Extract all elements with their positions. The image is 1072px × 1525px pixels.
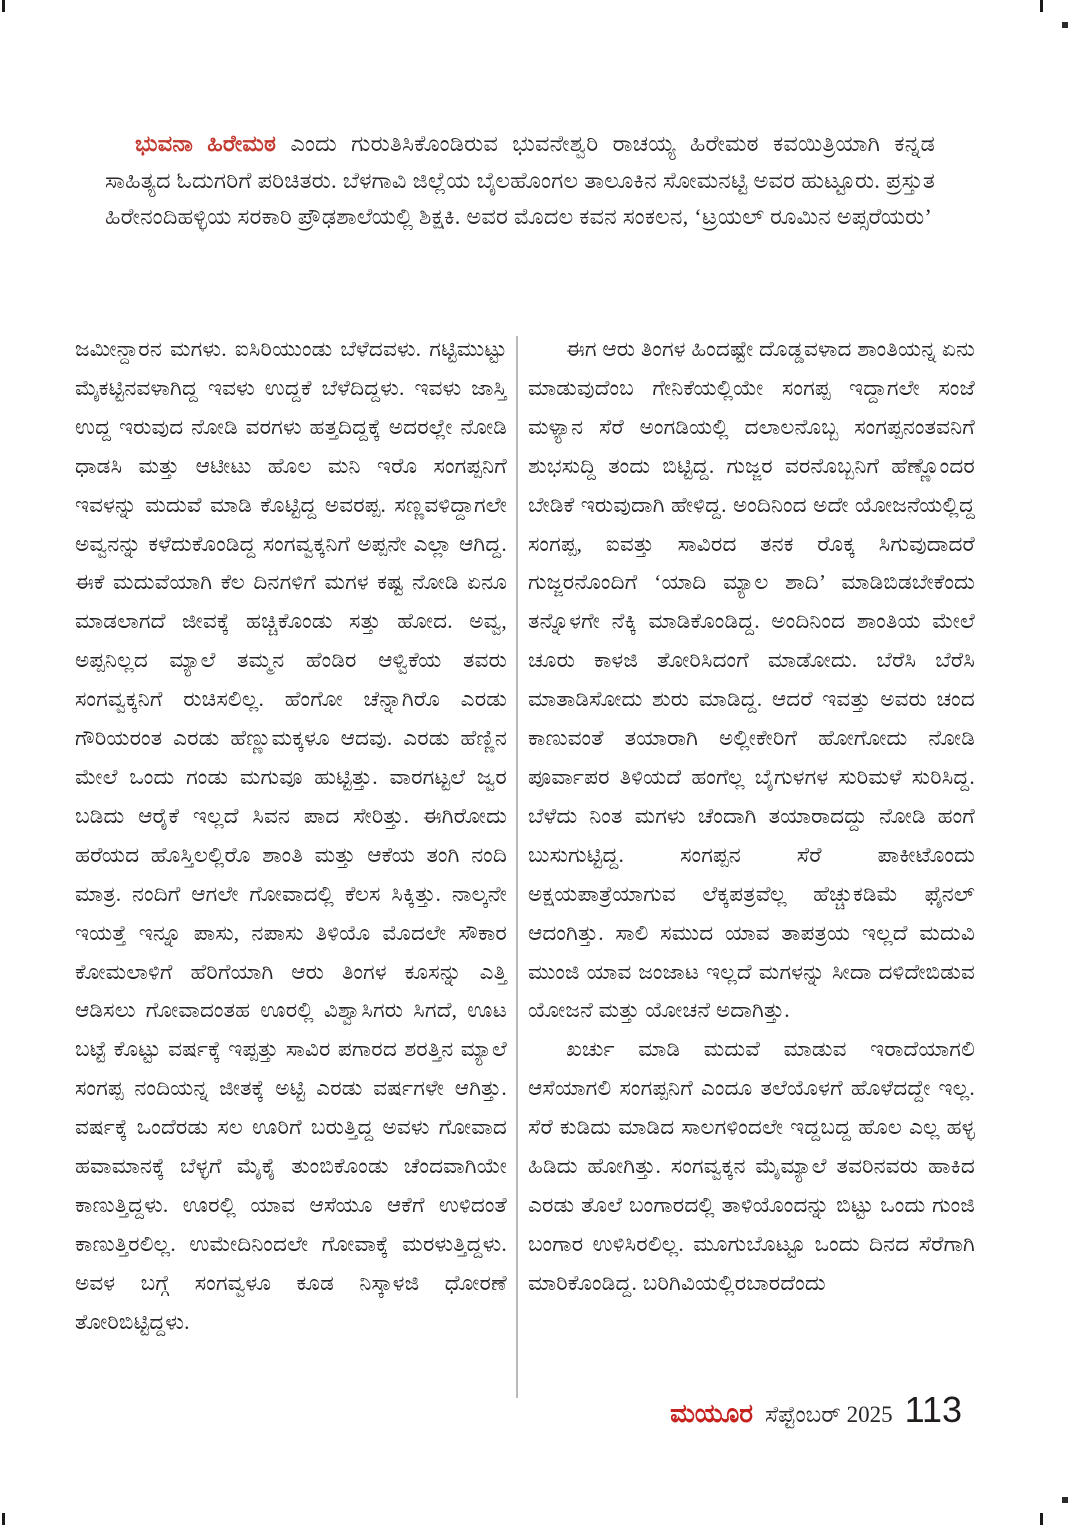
magazine-title: ಮಯೂರ bbox=[670, 1399, 753, 1428]
author-intro-text: ಎಂದು ಗುರುತಿಸಿಕೊಂಡಿರುವ ಭುವನೇಶ್ವರಿ ರಾಚಯ್ಯ ಹಿರೇಮಠ ಕವಯಿತ್ರಿಯಾಗಿ ಕನ್ನಡ ಸಾಹಿತ್ಯದ ಓದುಗರಿಗೆ ಪರಿಚಿತರು. ಬೆಳಗಾವಿ ಜಿಲ್ಲೆಯ ಬೈಲಹೊಂಗಲ ತಾಲೂಕಿನ ಸೋಮನಟ್ಟಿ ಅವರ ಹುಟ್ಟೂರು. ಪ್ರಸ್ತುತ ಹಿರೇನಂದಿಹಳ್ಳಿಯ ಸರಕಾರಿ ಪ್ರೌಢಶಾಲೆಯಲ್ಲಿ ಶಿಕ್ಷಕಿ. ಅವರ ಮೊದಲ ಕವನ ಸಂಕಲನ, ‘ಟ್ರಯಲ್ ರೂಮಿನ ಅಪ್ಸರೆಯರು’ bbox=[105, 131, 936, 229]
crop-mark-bottom-left bbox=[2, 1513, 5, 1525]
left-column bbox=[75, 330, 507, 1342]
crop-mark-top-right bbox=[1040, 0, 1043, 12]
column-divider bbox=[516, 336, 518, 1398]
crop-mark-bottom-right bbox=[1040, 1513, 1043, 1525]
body-paragraph: ಖರ್ಚು ಮಾಡಿ ಮದುವೆ ಮಾಡುವ ಇರಾದೆಯಾಗಲಿ ಆಸೆಯಾಗಲಿ ಸಂಗಪ್ಪನಿಗೆ ಎಂದೂ ತಲೆಯೊಳಗೆ ಹೊಳೆದದ್ದೇ ಇಲ್ಲ. ಸೆರೆ ಕುಡಿದು ಮಾಡಿದ ಸಾಲಗಳಿಂದಲೇ ಇದ್ದಬದ್ದ ಹೊಲ ಎಲ್ಲ ಹಳ್ಳ ಹಿಡಿದು ಹೋಗಿತ್ತು. ಸಂಗವ್ವಕ್ಕನ ಮೈಮ್ಯಾಲೆ ತವರಿನವರು ಹಾಕಿದ ಎರಡು ತೊಲೆ ಬಂಗಾರದಲ್ಲಿ ತಾಳಿಯೊಂದನ್ನು ಬಿಟ್ಟು ಒಂದು ಗುಂಜಿ ಬಂಗಾರ ಉಳಿಸಿರಲಿಲ್ಲ. ಮೂಗುಬೊಟ್ಟೂ ಒಂದು ದಿನದ ಸೆರೆಗಾಗಿ ಮಾರಿಕೊಂಡಿದ್ದ. ಬರಿಗಿವಿಯಲ್ಲಿರಬಾರದೆಂದು bbox=[528, 1037, 975, 1295]
page-number: 113 bbox=[904, 1389, 962, 1430]
registration-mark-top bbox=[1062, 22, 1068, 28]
crop-mark-top-left bbox=[2, 0, 5, 12]
author-name-highlight: ಭುವನಾ ಹಿರೇಮಠ bbox=[135, 131, 277, 156]
issue-date: ಸೆಪ್ಟೆಂಬರ್ 2025 bbox=[765, 1402, 893, 1427]
body-paragraph: ಜಮೀನ್ದಾರನ ಮಗಳು. ಐಸಿರಿಯುಂಡು ಬೆಳೆದವಳು. ಗಟ್ಟಿಮುಟ್ಟು ಮೈಕಟ್ಟಿನವಳಾಗಿದ್ದ ಇವಳು ಉದ್ದಕೆ ಬೆಳೆದಿದ್ದಳು. ಇವಳು ಜಾಸ್ತಿ ಉದ್ದ ಇರುವುದ ನೋಡಿ ವರಗಳು ಹತ್ತದಿದ್ದಕ್ಕೆ ಅದರಲ್ಲೇ ನೋಡಿ ಧಾಡಸಿ ಮತ್ತು ಆಟೀಟು ಹೊಲ ಮನಿ ಇರೊ ಸಂಗಪ್ಪನಿಗೆ ಇವಳನ್ನು ಮದುವೆ ಮಾಡಿ ಕೊಟ್ಟಿದ್ದ ಅವರಪ್ಪ. ಸಣ್ಣವಳಿದ್ದಾಗಲೇ ಅವ್ವನನ್ನು ಕಳೆದುಕೊಂಡಿದ್ದ ಸಂಗವ್ವಕ್ಕನಿಗೆ ಅಪ್ಪನೇ ಎಲ್ಲಾ ಆಗಿದ್ದ. ಈಕೆ ಮದುವೆಯಾಗಿ ಕೆಲ ದಿನಗಳಿಗೆ ಮಗಳ ಕಷ್ಟ ನೋಡಿ ಏನೂ ಮಾಡಲಾಗದೆ ಜೀವಕ್ಕೆ ಹಚ್ಚಿಕೊಂಡು ಸತ್ತು ಹೋದ. ಅವ್ವ, ಅಪ್ಪನಿಲ್ಲದ ಮ್ಯಾಲೆ ತಮ್ಮನ ಹೆಂಡಿರ ಆಳ್ವಿಕೆಯ ತವರು ಸಂಗವ್ವಕ್ಕನಿಗೆ ರುಚಿಸಲಿಲ್ಲ. ಹೆಂಗೋ ಚೆನ್ನಾಗಿರೊ ಎರಡು ಗೌರಿಯರಂತ ಎರಡು ಹೆಣ್ಣುಮಕ್ಕಳೂ ಆದವು. ಎರಡು ಹೆಣ್ಣಿನ ಮೇಲೆ ಒಂದು ಗಂಡು ಮಗುವೂ ಹುಟ್ಟಿತ್ತು. ವಾರಗಟ್ಟಲೆ ಜ್ವರ ಬಡಿದು ಆರೈಕೆ ಇಲ್ಲದೆ ಸಿವನ ಪಾದ ಸೇರಿತ್ತು. ಈಗಿರೋದು ಹರೆಯದ ಹೊಸ್ತಿಲಲ್ಲಿರೊ ಶಾಂತಿ ಮತ್ತು ಆಕೆಯ ತಂಗಿ ನಂದಿ ಮಾತ್ರ. ನಂದಿಗೆ ಆಗಲೇ ಗೋವಾದಲ್ಲಿ ಕೆಲಸ ಸಿಕ್ಕಿತ್ತು. ನಾಲ್ಕನೇ ಇಯತ್ತೆ ಇನ್ನೂ ಪಾಸು, ನಪಾಸು ತಿಳಿಯೊ ಮೊದಲೇ ಸೌಕಾರ ಕೋಮಲಾಳಿಗೆ ಹೆರಿಗೆಯಾಗಿ ಆರು ತಿಂಗಳ ಕೂಸನ್ನು ಎತ್ತಿ ಆಡಿಸಲು ಗೋವಾದಂತಹ ಊರಲ್ಲಿ ವಿಶ್ವಾಸಿಗರು ಸಿಗದೆ, ಊಟ ಬಟ್ಟೆ ಕೊಟ್ಟು ವರ್ಷಕ್ಕೆ ಇಪ್ಪತ್ತು ಸಾವಿರ ಪಗಾರದ ಶರತ್ತಿನ ಮ್ಯಾಲೆ ಸಂಗಪ್ಪ ನಂದಿಯನ್ನ ಜೀತಕ್ಕೆ ಅಟ್ಟಿ ಎರಡು ವರ್ಷಗಳೇ ಆಗಿತ್ತು. ವರ್ಷಕ್ಕೆ ಒಂದೆರಡು ಸಲ ಊರಿಗೆ ಬರುತ್ತಿದ್ದ ಅವಳು ಗೋವಾದ ಹವಾಮಾನಕ್ಕೆ ಬೆಳ್ಳಗೆ ಮೈಕೈ ತುಂಬಿಕೊಂಡು ಚೆಂದವಾಗಿಯೇ ಕಾಣುತ್ತಿದ್ದಳು. ಊರಲ್ಲಿ ಯಾವ ಆಸೆಯೂ ಆಕೆಗೆ ಉಳಿದಂತೆ ಕಾಣುತ್ತಿರಲಿಲ್ಲ. ಉಮೇದಿನಿಂದಲೇ ಗೋವಾಕ್ಕೆ ಮರಳುತ್ತಿದ್ದಳು. ಅವಳ ಬಗ್ಗೆ ಸಂಗವ್ವಳೂ ಕೂಡ ನಿಸ್ಕಾಳಜಿ ಧೋರಣೆ ತೋರಿಬಿಟ್ಟಿದ್ದಳು. bbox=[75, 337, 507, 1334]
body-paragraph: ಈಗ ಆರು ತಿಂಗಳ ಹಿಂದಷ್ಟೇ ದೊಡ್ಡವಳಾದ ಶಾಂತಿಯನ್ನ ಏನು ಮಾಡುವುದೆಂಬ ಗೇನಿಕೆಯಲ್ಲಿಯೇ ಸಂಗಪ್ಪ ಇದ್ದಾಗಲೇ ಸಂಜೆ ಮಳ್ಯಾನ ಸೆರೆ ಅಂಗಡಿಯಲ್ಲಿ ದಲಾಲನೊಬ್ಬ ಸಂಗಪ್ಪನಂತವನಿಗೆ ಶುಭಸುದ್ದಿ ತಂದು ಬಿಟ್ಟಿದ್ದ. ಗುಜ್ಜರ ವರನೊಬ್ಬನಿಗೆ ಹೆಣ್ಣೊಂದರ ಬೇಡಿಕೆ ಇರುವುದಾಗಿ ಹೇಳಿದ್ದ. ಅಂದಿನಿಂದ ಅದೇ ಯೋಜನೆಯಲ್ಲಿದ್ದ ಸಂಗಪ್ಪ, ಐವತ್ತು ಸಾವಿರದ ತನಕ ರೊಕ್ಕ ಸಿಗುವುದಾದರೆ ಗುಜ್ಜರನೊಂದಿಗೆ ‘ಯಾದಿ ಮ್ಯಾಲ ಶಾದಿ’ ಮಾಡಿಬಿಡಬೇಕೆಂದು ತನ್ನೊಳಗೇ ನೆಕ್ಕಿ ಮಾಡಿಕೊಂಡಿದ್ದ. ಅಂದಿನಿಂದ ಶಾಂತಿಯ ಮೇಲೆ ಚೂರು ಕಾಳಜಿ ತೋರಿಸಿದಂಗೆ ಮಾಡೋದು. ಬೆರೆಸಿ ಬೆರೆಸಿ ಮಾತಾಡಿಸೋದು ಶುರು ಮಾಡಿದ್ದ. ಆದರೆ ಇವತ್ತು ಅವರು ಚಂದ ಕಾಣುವಂತೆ ತಯಾರಾಗಿ ಅಲ್ಲೀಕೇರಿಗೆ ಹೋಗೋದು ನೋಡಿ ಪೂರ್ವಾಪರ ತಿಳಿಯದೆ ಹಂಗೆಲ್ಲ ಬೈಗುಳಗಳ ಸುರಿಮಳೆ ಸುರಿಸಿದ್ದ. ಬೆಳೆದು ನಿಂತ ಮಗಳು ಚೆಂದಾಗಿ ತಯಾರಾದದ್ದು ನೋಡಿ ಹಂಗೆ ಬುಸುಗುಟ್ಟಿದ್ದ. ಸಂಗಪ್ಪನ ಸೆರೆ ಪಾಕೀಟೊಂದು ಅಕ್ಷಯಪಾತ್ರೆಯಾಗುವ ಲೆಕ್ಕಪತ್ರವೆಲ್ಲ ಹೆಚ್ಚುಕಡಿಮೆ ಫೈನಲ್ ಆದಂಗಿತ್ತು. ಸಾಲಿ ಸಮುದ ಯಾವ ತಾಪತ್ರಯ ಇಲ್ಲದೆ ಮದುವಿ ಮುಂಜಿ ಯಾವ ಜಂಜಾಟ ಇಲ್ಲದೆ ಮಗಳನ್ನು ಸೀದಾ ದಳಿದೇಬಿಡುವ ಯೋಜನೆ ಮತ್ತು ಯೋಚನೆ ಅದಾಗಿತ್ತು. bbox=[528, 337, 975, 1023]
registration-mark-bottom bbox=[1062, 1497, 1068, 1503]
page-footer bbox=[0, 1389, 962, 1430]
author-intro-paragraph bbox=[105, 126, 935, 236]
right-column bbox=[528, 330, 975, 1303]
